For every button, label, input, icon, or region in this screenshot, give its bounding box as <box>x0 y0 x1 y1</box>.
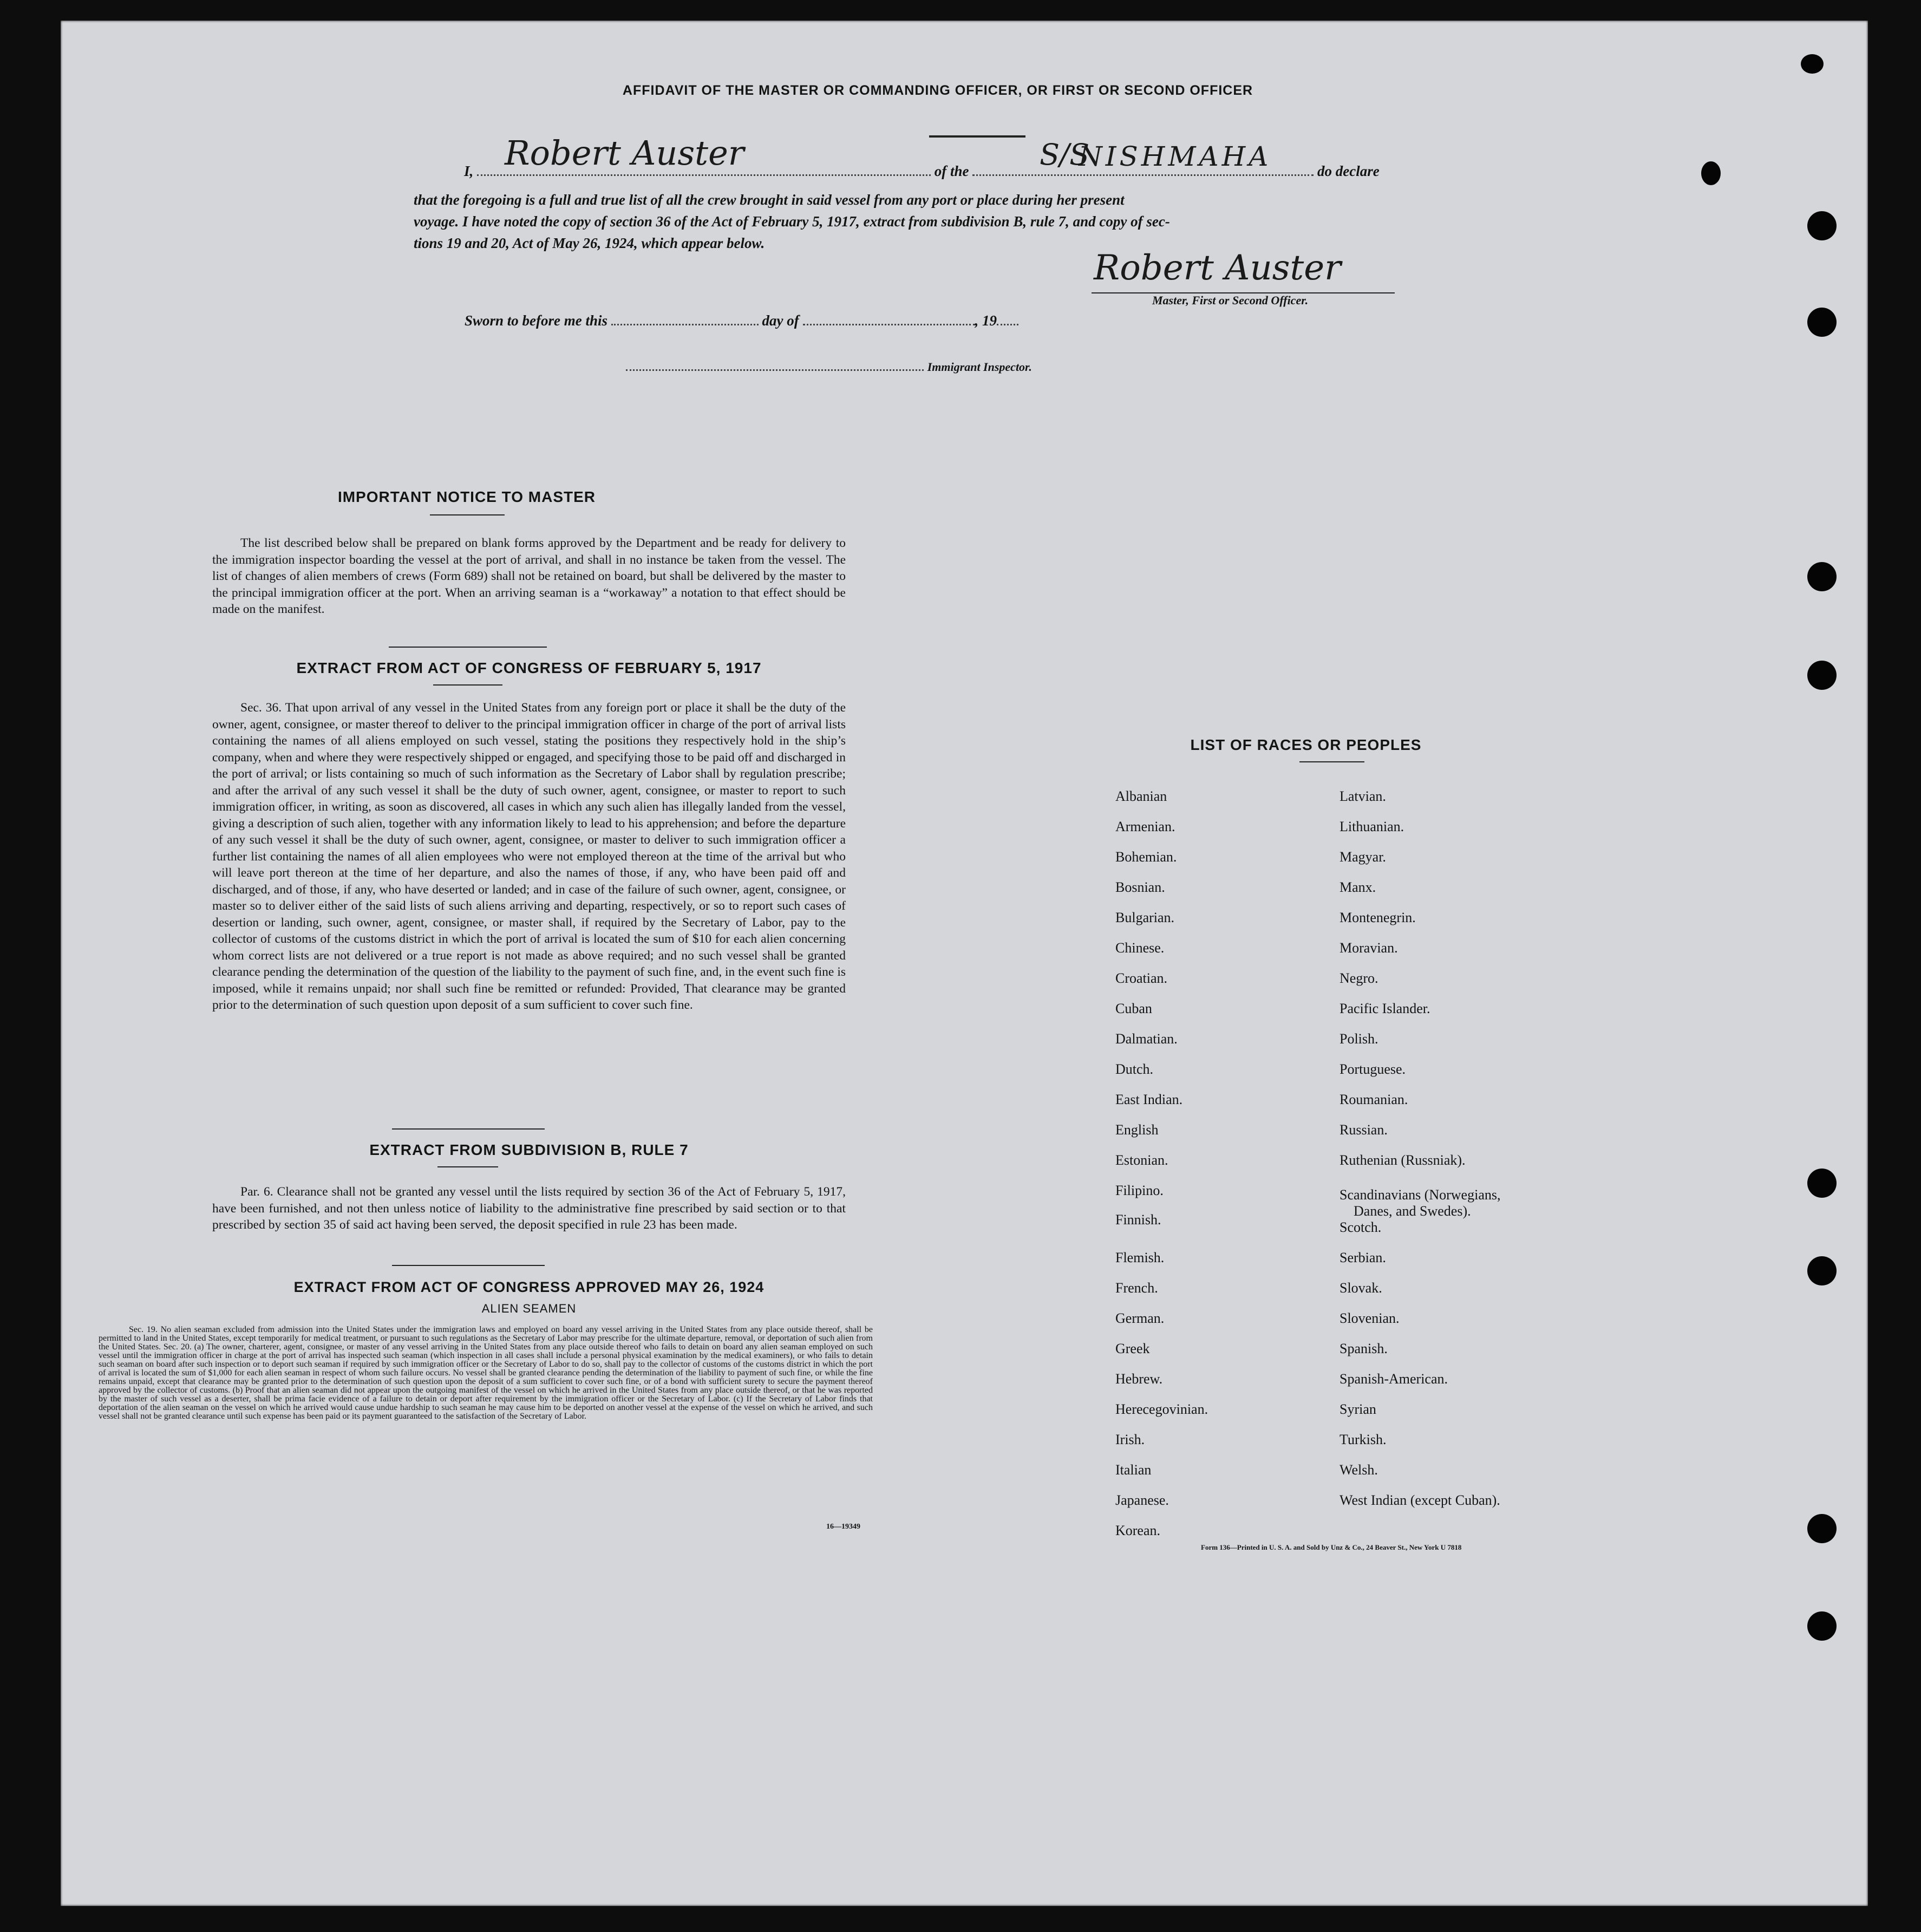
race-item: Scandinavians (Norwegians, <box>1340 1187 1501 1203</box>
race-item: Hebrew. <box>1115 1371 1163 1387</box>
race-item: German. <box>1115 1310 1165 1326</box>
race-item: Albanian <box>1115 788 1167 804</box>
sworn-year-field <box>997 312 1018 325</box>
sworn-line: Sworn to before me this day of , 19 <box>465 312 1018 329</box>
race-item: Roumanian. <box>1340 1092 1408 1107</box>
races-divider <box>1299 761 1364 762</box>
affidavit-line-4: tions 19 and 20, Act of May 26, 1924, which appear below. <box>414 235 765 251</box>
punch-hole <box>1807 1514 1837 1543</box>
rule-7-heading: EXTRACT FROM SUBDIVISION B, RULE 7 <box>369 1141 689 1158</box>
punch-hole <box>1807 211 1837 240</box>
signature-caption: Master, First or Second Officer. <box>1152 293 1309 307</box>
affidavit-line-3: voyage. I have noted the copy of section 36 of the Act of February 5, 1917, extract from subdivision B, rule 7, and copy of sec- <box>414 213 1170 230</box>
punch-hole <box>1807 562 1837 591</box>
section-divider <box>392 1265 545 1266</box>
extract-1917-heading: EXTRACT FROM ACT OF CONGRESS OF FEBRUARY 5, 1917 <box>296 660 762 676</box>
extract-1924-body: Sec. 19. No alien seaman excluded from admission into the United States under the immigration laws and employed on board any vessel arriving in the United States from any place outside thereof, shall be permitted to land in the United States, except temporarily for medical treatment, or pursuant to such regulations as the Secretary of Labor may prescribe for the ultimate departure, removal, or deportation of such alien from the United States. Sec. 20. (a) The owner, charterer, agent, consignee, or master of any vessel arriving in the United States from any place outside thereof who fails to detain on board any alien seaman employed on such vessel until the immigration officer in charge at the port of arrival has inspected such seaman (which inspection in all cases shall include a personal physical examination by the medical examiners), or who fails to detain such seaman on board after such inspection or to deport such seaman if required by such immigration officer or the Secretary of Labor to do so, shall pay to the collector of customs of the customs district in which the port of arrival is located the sum of $1,000 for each alien seaman in respect of whom such failure occurs. No vessel shall be granted clearance pending the determination of the liability to payment of such fine, or while the fine remains unpaid, except that clearance may be granted prior to the determination of such question upon the deposit of a sum sufficient to cover such fine, or of a bond with sufficient surety to secure the payment thereof approved by the collector of customs. (b) Proof that an alien seaman did not appear upon the outgoing manifest of the vessel on which he arrived in the United States from any place outside thereof, or that he was reported by the master of such vessel as a deserter, shall be prima facie evidence of a failure to detain or deport after requirement by the immigration officer or the Secretary of Labor. (c) If the Secretary of Labor finds that deportation of the alien seaman on the vessel on which he arrived would cause undue hardship to such seaman he may cause him to be deported on another vessel at the expense of the vessel on which he arrived, and such vessel shall not be granted clearance until such expense has been paid or its payment guaranteed to the satisfaction of the Secretary of Labor. <box>99 1325 873 1421</box>
signature: Robert Auster <box>1094 248 1341 288</box>
affidavit-line-2: that the foregoing is a full and true list of all the crew brought in said vessel from any port or place during her present <box>414 192 1125 208</box>
race-item: Slovenian. <box>1340 1310 1400 1326</box>
day-of-label: day of <box>762 312 799 329</box>
intro-label: I, <box>464 163 474 179</box>
race-item: Ruthenian (Russniak). <box>1340 1152 1466 1168</box>
rule-7-divider <box>437 1166 498 1167</box>
race-item: Bohemian. <box>1115 849 1177 865</box>
race-item: Finnish. <box>1115 1212 1161 1228</box>
race-item: Spanish. <box>1340 1341 1388 1356</box>
do-declare-label: do declare <box>1317 163 1380 179</box>
race-item: Irish. <box>1115 1432 1145 1447</box>
master-name-handwriting: Robert Auster <box>505 133 744 173</box>
punch-hole <box>1807 1169 1837 1198</box>
section-divider <box>389 647 547 648</box>
race-item: West Indian (except Cuban). <box>1340 1492 1500 1508</box>
punch-hole <box>1807 308 1837 337</box>
inspector-line <box>626 357 1032 375</box>
section-divider <box>392 1128 545 1130</box>
race-item: French. <box>1115 1280 1158 1296</box>
race-item: Negro. <box>1340 970 1378 986</box>
document-page <box>61 21 1868 1906</box>
notice-divider <box>430 514 505 515</box>
extract-1917-divider <box>433 684 502 686</box>
vessel-name-handwriting: NISHMAHA <box>1079 141 1272 172</box>
notice-heading: IMPORTANT NOTICE TO MASTER <box>337 488 596 505</box>
race-item: Portuguese. <box>1340 1061 1406 1077</box>
race-item: Montenegrin. <box>1340 910 1416 925</box>
inspector-caption: Immigrant Inspector. <box>927 360 1032 374</box>
race-item: Turkish. <box>1340 1432 1387 1447</box>
race-item: Syrian <box>1340 1401 1376 1417</box>
races-heading: LIST OF RACES OR PEOPLES <box>1190 736 1422 753</box>
race-item: Filipino. <box>1115 1183 1164 1198</box>
race-item: Dalmatian. <box>1115 1031 1178 1047</box>
race-item: Estonian. <box>1115 1152 1168 1168</box>
race-item: Lithuanian. <box>1340 819 1404 834</box>
extract-1924-heading: EXTRACT FROM ACT OF CONGRESS APPROVED MAY 26, 1924 <box>293 1279 765 1295</box>
sworn-label: Sworn to before me this <box>465 312 608 329</box>
race-item: Latvian. <box>1340 788 1386 804</box>
race-item: Korean. <box>1115 1523 1161 1538</box>
race-item: Pacific Islander. <box>1340 1001 1430 1016</box>
of-the-label: of the <box>934 163 969 179</box>
race-item: Spanish-American. <box>1340 1371 1448 1387</box>
punch-hole <box>1807 1611 1837 1641</box>
title-divider <box>929 135 1025 138</box>
notice-body: The list described below shall be prepared on blank forms approved by the Department and be ready for delivery to the immigration inspector boarding the vessel at the port of arrival, and shall in no instance be taken from the vessel. The list of changes of alien members of crews (Form 689) shall not be retained on board, but shall be delivered by the master to the principal immigration officer at the port. When an arriving seaman is a “workaway” a notation to that effect should be made on the manifest. <box>212 536 846 616</box>
race-item: Italian <box>1115 1462 1152 1478</box>
race-item: Croatian. <box>1115 970 1168 986</box>
inspector-signature-field <box>626 357 924 371</box>
race-item: Chinese. <box>1115 940 1165 956</box>
race-item: Armenian. <box>1115 819 1175 834</box>
race-item: Moravian. <box>1340 940 1398 956</box>
punch-hole <box>1807 661 1837 690</box>
year-prefix: 19 <box>982 312 997 329</box>
race-item: Manx. <box>1340 879 1376 895</box>
race-item: East Indian. <box>1115 1092 1183 1107</box>
form-code: 16—19349 <box>826 1523 860 1531</box>
race-item: Serbian. <box>1340 1250 1386 1265</box>
race-item: Polish. <box>1340 1031 1378 1047</box>
race-item: Dutch. <box>1115 1061 1154 1077</box>
race-item: Herecegovinian. <box>1115 1401 1208 1417</box>
race-item: Flemish. <box>1115 1250 1165 1265</box>
punch-hole <box>1701 161 1721 185</box>
rule-7-body: Par. 6. Clearance shall not be granted any vessel until the lists required by section 36 of the Act of February 5, 1917, have been furnished, and not then unless notice of liability to the administrative fine prescribed by said section or to that prescribed by section 35 of said act having been served, the deposit specified in rule 23 has been made. <box>212 1185 846 1232</box>
race-item: Japanese. <box>1115 1492 1169 1508</box>
race-item: Magyar. <box>1340 849 1386 865</box>
race-item: Greek <box>1115 1341 1150 1356</box>
sworn-day-field <box>611 312 759 325</box>
race-item: Cuban <box>1115 1001 1152 1016</box>
affidavit-title: AFFIDAVIT OF THE MASTER OR COMMANDING OFFICER, OR FIRST OR SECOND OFFICER <box>622 83 1253 98</box>
punch-hole <box>1801 54 1824 74</box>
vessel-prefix-handwriting: S/S <box>1040 138 1090 172</box>
race-item: Welsh. <box>1340 1462 1378 1478</box>
race-item: Bulgarian. <box>1115 910 1175 925</box>
race-item: Danes, and Swedes). <box>1354 1203 1471 1219</box>
race-item: English <box>1115 1122 1159 1138</box>
punch-hole <box>1807 1256 1837 1285</box>
race-item: Bosnian. <box>1115 879 1165 895</box>
extract-1917-body: Sec. 36. That upon arrival of any vessel in the United States from any foreign port or place it shall be the duty of the owner, agent, consignee, or master thereof to deliver to the principal immigration officer in charge of the port of arrival lists containing the names of all aliens employed on such vessel, stating the positions they respectively hold in the ship’s company, when and where they were respectively shipped or engaged, and specifying those to be paid off and discharged in the port of arrival; or lists containing so much of such information as the Secretary of Labor shall by regulation prescribe; and after the arrival of any such vessel it shall be the duty of such owner, agent, consignee, or master to report to such immigration officer, in writing, as soon as discovered, all cases in which any such alien has illegally landed from the vessel, giving a description of such alien, together with any information likely to lead to his apprehension; and before the departure of any such vessel it shall be the duty of such owner, agent, consignee, or master to deliver to such immigration officer a further list containing the names of all alien employees who were not employed thereon at the time of the arrival but who will leave port thereon at the time of her departure, and also the names of those, if any, who have been paid off and discharged, and of those, if any, who have deserted or landed; and in case of the failure of such owner, agent, consignee, or master so to deliver either of the said lists of such aliens arriving and departing, respectively, or so to report such cases of desertion or landing, such owner, agent, consignee, or master shall, if required by the Secretary of Labor, pay to the collector of customs of the customs district in which the port of arrival is located the sum of $10 for each alien concerning whom correct lists are not delivered or a true report is not made as above required; and no such vessel shall be granted clearance pending the determination of the question of the liability to the payment of such fine, and, in the event such fine is imposed, while it remains unpaid; nor shall such fine be remitted or refunded: Provided, That clearance may be granted prior to the determination of such question upon deposit of a sum sufficient to cover such fine. <box>212 701 846 1012</box>
printer-footer: Form 136—Printed in U. S. A. and Sold by Unz & Co., 24 Beaver St., New York U 7818 <box>1201 1543 1462 1551</box>
race-item: Slovak. <box>1340 1280 1382 1296</box>
race-item: Russian. <box>1340 1122 1388 1138</box>
sworn-month-field <box>803 312 975 325</box>
extract-1924-subheading: ALIEN SEAMEN <box>481 1302 577 1315</box>
race-item: Scotch. <box>1340 1219 1382 1235</box>
